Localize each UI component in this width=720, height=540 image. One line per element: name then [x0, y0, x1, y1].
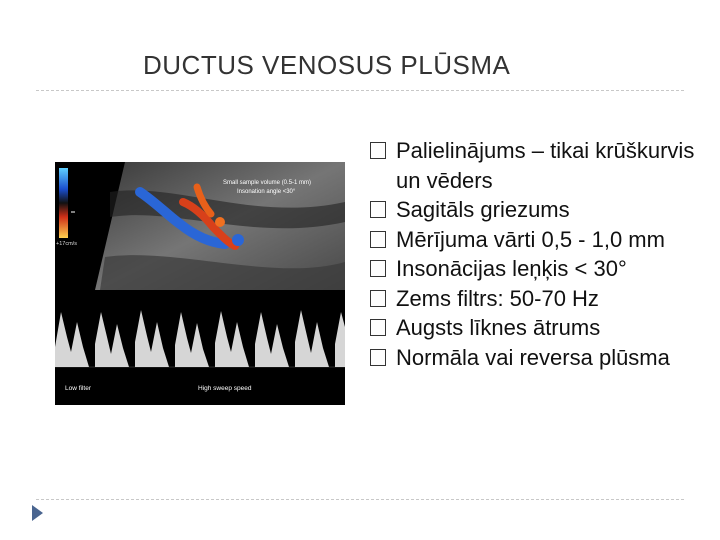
bullet-item [370, 343, 700, 373]
bullet-item [370, 313, 700, 343]
bullet-text: Normāla vai reversa plūsma [396, 344, 670, 370]
bullet-item [370, 225, 700, 255]
bullet-text: Sagitāls griezums [396, 197, 570, 222]
bullet-text: Augsts līknes ātrums [396, 315, 601, 340]
bullet-text: Palielinājums – tikai krūškurvis un vēders [396, 138, 695, 193]
square-box-icon [370, 201, 386, 218]
annotation-insonation-angle: Insonation angle <30° [237, 189, 296, 195]
annotation-sample-volume: Small sample volume (0.5-1 mm) [223, 180, 312, 186]
square-box-icon [370, 260, 386, 277]
bullet-item [370, 284, 700, 314]
bullet-item [370, 195, 700, 225]
bullet-text: Mērījuma vārti 0,5 - 1,0 mm [396, 226, 665, 252]
title-divider [36, 90, 684, 91]
bullet-item [370, 254, 700, 284]
label-low-filter: Low filter [65, 385, 92, 392]
square-box-icon [370, 290, 386, 307]
label-high-sweep: High sweep speed [198, 385, 252, 392]
footer-divider [36, 499, 684, 500]
next-slide-arrow-icon[interactable] [32, 505, 43, 521]
slide-title: DUCTUS VENOSUS PLŪSMA [143, 50, 511, 80]
bullet-list [370, 136, 700, 372]
bullet-item [370, 136, 700, 195]
square-box-icon [370, 142, 386, 159]
square-box-icon [370, 349, 386, 366]
bullet-text: Zems filtrs: 50-70 Hz [396, 285, 599, 311]
bullet-text: Insonācijas leņķis < 30° [396, 256, 627, 281]
square-box-icon [370, 231, 386, 248]
doppler-ultrasound-image [55, 162, 345, 405]
scale-label: +17cm/s [56, 241, 77, 247]
square-box-icon [370, 319, 386, 336]
